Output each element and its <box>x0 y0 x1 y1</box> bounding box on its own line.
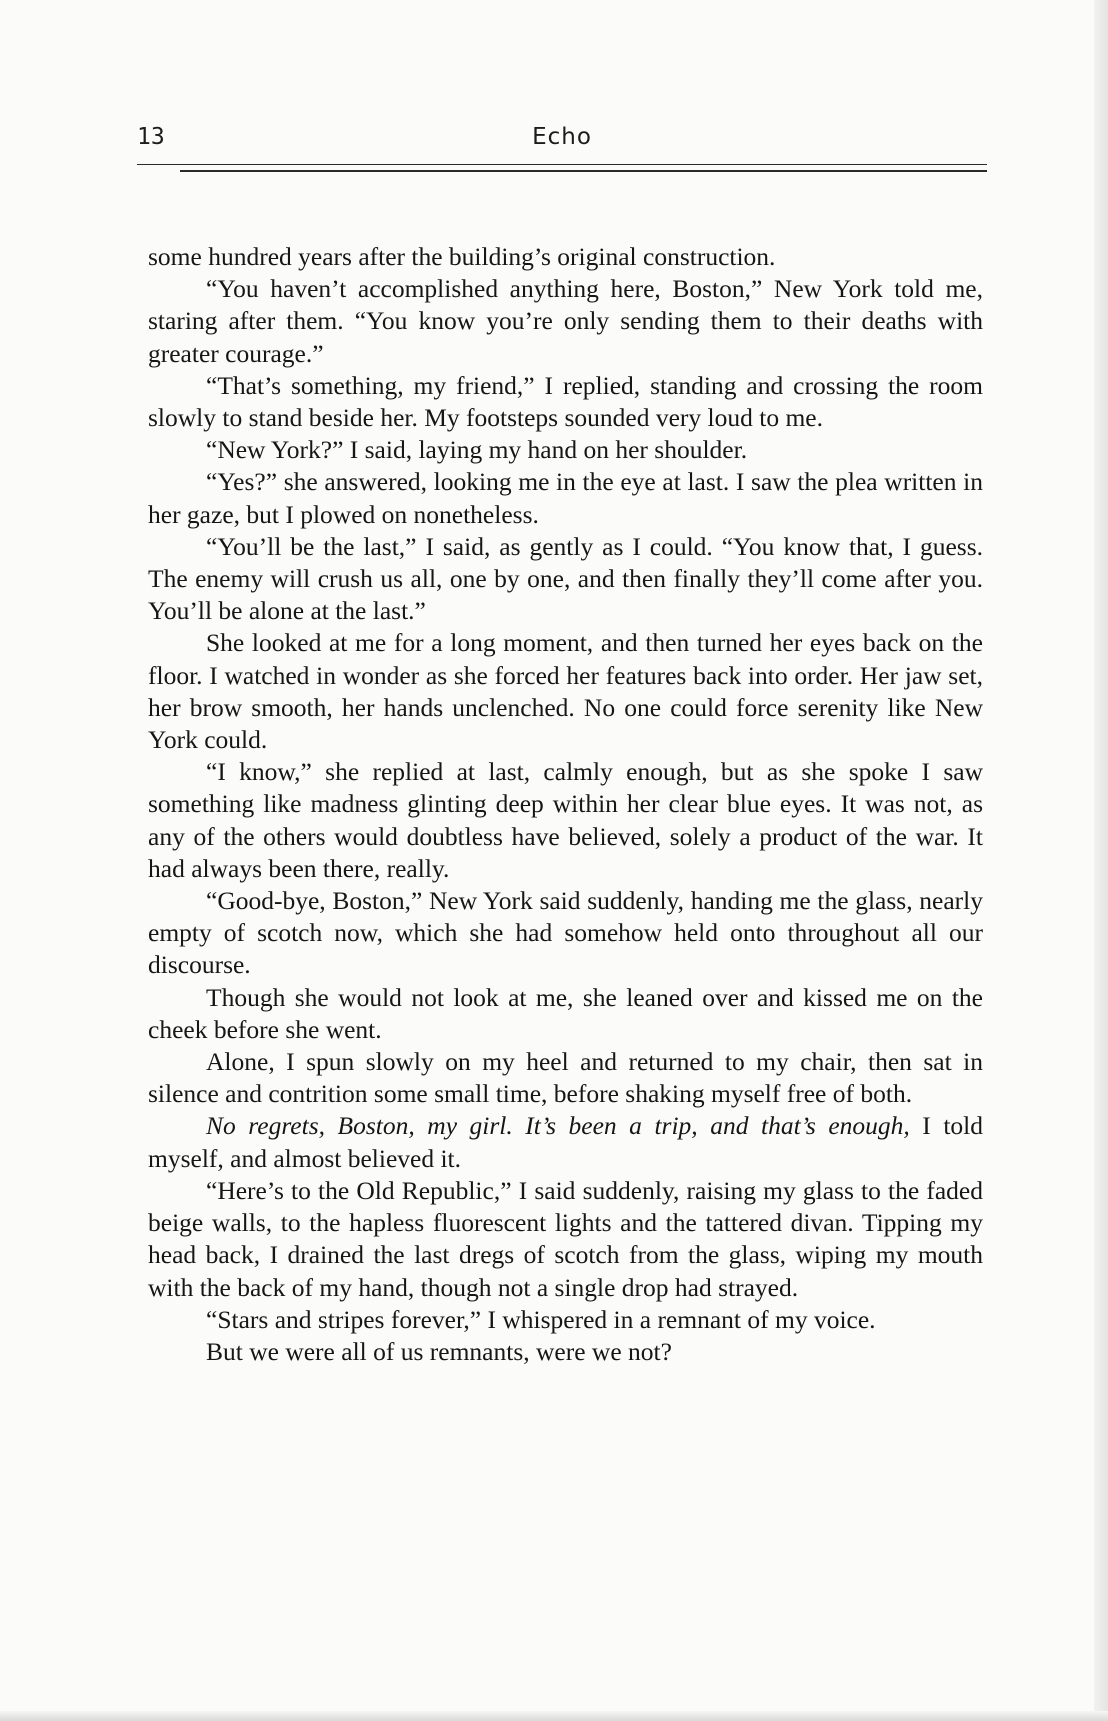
running-title: Echo <box>532 124 592 150</box>
paragraph: But we were all of us remnants, were we not? <box>206 1336 672 1366</box>
paragraph: “Here’s to the Old Republic,” I said suddenly, raising my glass to the faded beige walls, to the hapless fluorescent lights and the tattered divan. Tipping my head back, I drained the last dregs of scotch from the glass, wiping my mouth with the back of my hand, though not a single drop had strayed. <box>148 1175 983 1302</box>
paragraph: She looked at me for a long moment, and then turned her eyes back on the floor. I watched in wonder as she forced her features back into order. Her jaw set, her brow smooth, her hands unclenched. No one could force serenity like New York could. <box>148 628 983 755</box>
page-header <box>137 124 987 158</box>
paragraph: “You’ll be the last,” I said, as gently as I could. “You know that, I guess. The enemy will crush us all, one by one, and then finally they’ll come after you. You’ll be alone at the last.” <box>148 531 983 626</box>
paragraph: Alone, I spun slowly on my heel and returned to my chair, then sat in silence and contrition some small time, before shaking myself free of both. <box>148 1047 983 1109</box>
paragraph: “Yes?” she answered, looking me in the eye at last. I saw the plea written in her gaze, but I plowed on nonetheless. <box>148 467 983 529</box>
header-rule-thin <box>137 164 987 165</box>
body-text <box>148 241 983 1368</box>
paragraph-italic-thought <box>148 1110 983 1174</box>
paragraph: “You haven’t accomplished anything here, Boston,” New York told me, staring after them. “You know you’re only sending them to their deaths with greater courage.” <box>148 274 983 368</box>
paragraph: Though she would not look at me, she leaned over and kissed me on the cheek before she went. <box>148 982 983 1044</box>
paragraph-tail: I told myself, and almost believed it. <box>148 1111 983 1173</box>
paragraph: “Stars and stripes forever,” I whispered in a remnant of my voice. <box>206 1304 876 1334</box>
paragraph: some hundred years after the building’s original construction. <box>148 242 776 271</box>
italic-thought: No regrets, Boston, my girl. It’s been a trip, and that’s enough, <box>206 1111 910 1141</box>
page-edge-shadow <box>1094 0 1108 1721</box>
header-rule-thick <box>180 170 987 172</box>
paragraph: “I know,” she replied at last, calmly enough, but as she spoke I saw something like madness glinting deep within her clear blue eyes. It was not, as any of the others would doubtless have believed, solely a product of the war. It had always been there, really. <box>148 757 983 883</box>
page-bottom-edge <box>0 1711 1108 1721</box>
paragraph: “Good-bye, Boston,” New York said suddenly, handing me the glass, nearly empty of scotch now, which she had somehow held onto throughout all our discourse. <box>148 886 983 980</box>
paragraph: “New York?” I said, laying my hand on her shoulder. <box>206 435 748 465</box>
page-number: 13 <box>137 124 165 150</box>
paragraph: “That’s something, my friend,” I replied, standing and crossing the room slowly to stand beside her. My footsteps sounded very loud to me. <box>148 370 983 433</box>
